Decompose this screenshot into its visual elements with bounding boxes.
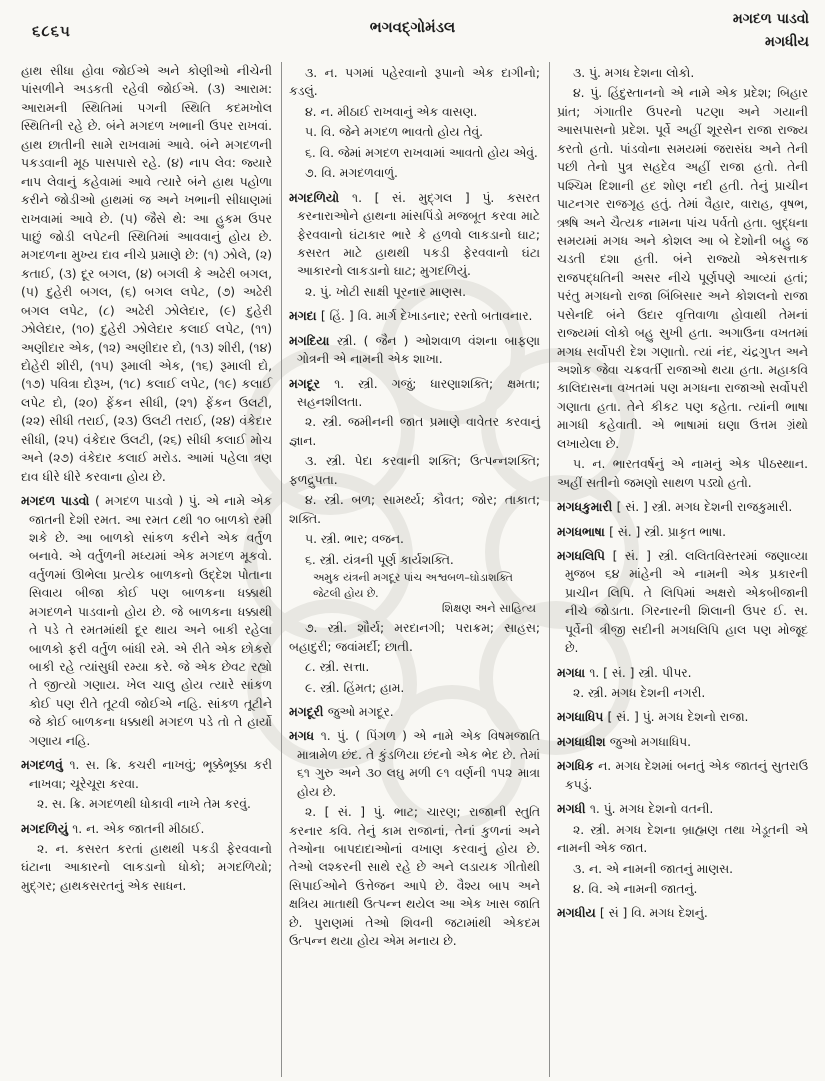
dictionary-entry: મગધલિપિ [ સં. ] સ્ત્રી. લલિતવિસ્તરમાં જણાવ્યા મુજબ ૬૪ માંહેની એ નામની એક પ્રકારની પ્રાચીન લિપિ. તે લિપિમાં અક્ષરો એકબીજાની નીચે જોડાતા. ગિરનારની શિલાની ઉપર ઈ. સ. પૂર્વેની ત્રીજી સદીની મગધલિપિ હાલ પણ મોજૂદ છે. — [557, 548, 809, 656]
headword: મગધભાષા — [557, 524, 610, 539]
dictionary-entry: મગદૂરી જુઓ મગદૂર. — [289, 704, 394, 719]
headword: મગધીય — [557, 906, 600, 921]
dictionary-entry: મગદળ પાડવો ( મગદળ પાડવો ) પું. એ નામે એક જાતની દેશી રમત. આ રમત ૮થી ૧૦ બાળકો રમી શકે છે. આ બાળકો સાંકળ કરીને એક વર્તુળ બનાવે. એ વર્તુળની મધ્યમાં એક મગદળ મૂકવો. વર્તુળમાં ઊભેલા પ્રત્યેક બાળકનો ઉદ્દેશ પોતાના સિવાય બીજા કોઈ પણ બાળકના ધક્કાથી મગદળને પાડવાનો હોય છે. જે બાળકના ધક્કાથી તે પડે તે રમતમાંથી દૂર થાય અને બાકી રહેલા બાળકો ફરી વર્તુળ બાંધી રમે. એ રીતે એક છોકરો બાકી રહે ત્યાંસુધી રમ્યા કરે. જે એક છેવટ રહ્યો તે જીત્યો ગણાય. ખેલ ચાલુ હોય ત્યારે સાંકળ કોઈ પણ રીતે તૂટવી જોઈએ નહિ. સાંકળ તૂટીને જે કોઈ બાળકના ધક્કાથી મગદળ પડે તો તે હાર્યો ગણાય નહિ. — [21, 494, 272, 748]
entry-text: ૩. ન. એ નામની જાતનું માણસ. — [573, 861, 734, 876]
headword: મગદળિયો — [289, 190, 353, 205]
headword: મગદળવું — [21, 758, 70, 773]
dictionary-entry: મગદળવું ૧. સ. ક્રિ. કચરી નાખવું; ભૂક્કેભૂક્કા કરી નાખવા; ચૂરેચૂરા કરવા. — [21, 758, 272, 791]
dictionary-entry: મગદા [ હિં. ] વિ. માર્ગ દેખાડનાર; રસ્તો બતાવનાર. — [289, 309, 533, 324]
entry-text: ૨. ન. કસરત કરતાં હાથથી પકડી ફેરવવાનો ઘંટાના આકારનો લાકડાનો ધોકો; મગદળિયો; મુદ્ગર; હાથકસરતનું એક સાધન. — [21, 841, 272, 893]
entry-text: ૨. [ સં. ] પું. ભાટ; ચારણ; રાજાની સ્તુતિ કરનાર કવિ. તેનું કામ રાજાનાં, તેનાં કુળનાં અને તેઓના બાપદાદાઓનાં વખાણ કરવાનું હોય છે. તેઓ લશ્કરની સાથે રહે છે અને લડાયક ગીતોથી સિપાઈઓને ઉત્તેજન આપે છે. વૈશ્ય બાપ અને ક્ષત્રિય માતાથી ઉત્પન્ન થયેલ આ એક ખાસ જાતિ છે. પુરાણમાં તેઓ શિવની જટામાંથી એકદમ ઉત્પન્ન થયા હોય એમ મનાય છે. — [289, 805, 540, 949]
entry-text: હાથ સીધા હોવા જોઈએ અને કોણીઓ નીચેની પાંસળીને અડકતી રહેવી જોઈએ. (૩) આરામ: આરામની સ્થિતિમાં પગની સ્થિતિ કદમખોલ સ્થિતિની રહે છે. બંને મગદળ ખભાની ઉપર રાખવાં. હાથ છાતીની સામે રાખવામાં આવે. બંને મગદળની પકડવાની મૂઠ પાસપાસે રહે. (૪) નાપ લેવ: જ્યારે નાપ લેવાનું કહેવામાં આવે ત્યારે બંને હાથ પહોળા કરીને જોડીઓ હાથમાં જ અને ખભાની સીધાણમાં રાખવામાં આવે છે. (૫) જૈસે થે: આ હુકમ ઉપર પાછું જોડી લપેટની સ્થિતિમાં આવવાનું હોય છે. મગદળના મુખ્ય દાવ નીચે પ્રમાણે છે: (૧) ઝોલે, (૨) કતાઈ, (૩) દૂર બગલ, (૪) બગલી કે અઢેરી બગલ, (૫) દુહેરી બગલ, (૬) બગલ લપેટ, (૭) અઢેરી બગલ લપેટ, (૮) અઢેરી ઝોલેદાર, (૯) દુહેરી ઝોલેદાર, (૧૦) દુહેરી ઝોલેદાર કલાઈ લપેટ, (૧૧) અણીદાર એક, (૧૨) અણીદાર દો, (૧૩) શીરી, (૧૪) દોહેરી શીરી, (૧૫) રૂમાલી એક, (૧૬) રૂમાલી દો, (૧૭) પવિત્રા દોરૂખ, (૧૮) કલાઈ લપેટ, (૧૯) કલાઈ લપેટ દો, (૨૦) ફેંકન સીધી, (૨૧) ફેંકન ઉલટી, (૨૨) સીધી તરાઈ, (૨૩) ઉલટી તરાઈ, (૨૪) વંકેદાર સીધી, (૨૫) વંકેદાર ઉલટી, (૨૬) સીધી કલાઈ મોચ અને (૨૭) વંકેદાર કલાઈ મરોડ. આમાં પહેલા ત્રણ દાવ ધીરે ધીરે કરવાના હોય છે. — [21, 64, 272, 484]
dictionary-entry: મગધકુમારી [ સં. ] સ્ત્રી. મગધ દેશની રાજકુમારી. — [557, 500, 793, 515]
entry-text: ૨. સ્ત્રી. મગધ દેશના બ્રાહ્મણ તથા ખેડૂતની એ નામની એક જાત. — [557, 822, 808, 856]
page-title: ભગવદ્ગોમંડલ — [369, 18, 456, 36]
headword: મગધલિપિ — [557, 548, 613, 563]
entry-text: ૭. સ્ત્રી. શૌર્ય; મરદાનગી; પરાક્રમ; સાહસ; બહાદુરી; જવાંમર્દી; છાતી. — [289, 621, 540, 654]
dictionary-entry: મગધી ૧. પું. મગધ દેશનો વતની. — [557, 802, 714, 817]
entry-text: ૨. સ. ક્રિ. મગદળથી ધોકાવી નાખે તેમ કરવું. — [37, 797, 251, 812]
headword: મગધાધીશ — [557, 734, 610, 749]
headword: મગદળિયું — [21, 821, 73, 836]
dictionary-entry: મગદળિયું ૧. ન. એક જાતની મીઠાઈ. — [21, 821, 205, 836]
entry-text: ૨. પું. ખોટી સાક્ષી પૂરનાર માણસ. — [305, 284, 466, 299]
dictionary-column-2 — [281, 62, 549, 1077]
entry-text: ૫. સ્ત્રી. ભાર; વજન. — [305, 532, 404, 547]
dictionary-entry: મગધ ૧. પું. ( પિંગળ ) એ નામે એક વિષમજાતિ માત્રામેળ છંદ. તે કુંડળિયા છંદનો એક ભેદ છે. તેમાં ૬૧ ગુરુ અને ૩૦ લઘુ મળી ૯૧ વર્ણની ૧૫૨ માત્રા હોય છે. — [289, 729, 540, 799]
usage-citation: અમુક યંત્રની મગદૂર પાંચ અશ્વબળ–ઘોડાશક્તિ જેટલી હોય છે. — [313, 570, 513, 600]
entry-text: ૮. સ્ત્રી. સત્તા. — [305, 660, 370, 675]
dictionary-entry: મગદૂર ૧. સ્ત્રી. ગજું; ધારણાશક્તિ; ક્ષમતા; સહનશીલતા. — [289, 376, 540, 409]
entry-text: ૪. પું. હિંદુસ્તાનનો એ નામે એક પ્રદેશ; બિહાર પ્રાંત; ગંગાતીર ઉપરનો પટણા અને ગયાની આસપાસનો પ્રદેશ. પૂર્વે અહીં શૂરસેન રાજા રાજ્ય કરતો હતો. પાંડવોના સમયમાં જરાસંઘ અને તેની પછી તેનો પુત્ર સહદેવ અહીં રાજા હતો. તેની પશ્ચિમ દિશાની હદ શોણ નદી હતી. તેનું પ્રાચીન પાટનગર રાજગૃહ હતું. તેમાં વૈહાર, વારાહ, વૃષભ, ઋષિ અને ચૈત્યક નામના પાંચ પર્વતો હતા. બુદ્ધના સમયમાં મગધ અને કોશલ આ બે દેશોની બહુ જ ચડતી દશા હતી. બંને રાજ્યો એકસત્તાક રાજપદ્ધતિની અસર નીચે પૂર્ણપણે આવ્યાં હતાં; પરંતુ મગધનો રાજા બિંબિસાર અને કોશલનો રાજા પસેનદિ બંને ઉદાર વૃત્તિવાળા હોવાથી તેમનાં રાજ્યમાં લોકો બહુ સુખી હતા. અગાઉના વખતમાં મગધ સર્વોપરી દેશ ગણાતો. ત્યાં નંદ, ચંદ્રગુપ્ત અને અશોક જેવા ચક્રવર્તી રાજાઓ થયા હતા. મહાકવિ કાલિદાસના વખતમાં પણ મગધના રાજાઓ સર્વોપરી ગણાતા હતા. તેને કીકટ પણ કહેતા. ત્યાંની ભાષા માગધી કહેવાતી. એ ભાષામાં ઘણા ઉત્તમ ગ્રંથો લખાયેલા છે. — [557, 86, 808, 451]
dictionary-column-1 — [14, 62, 281, 1077]
headword: મગધિક — [557, 759, 599, 774]
text-columns — [14, 62, 817, 1077]
dictionary-entry: મગદળિયો ૧. [ સં. મુદ્ગલ ] પું. કસરત કરનારાઓને હાથના માંસપિંડો મજબૂત કરવા માટે ફેરવવાનો ઘંટાકાર ભારે કે હળવો લાકડાનો ઘાટ; કસરત માટે હાથથી પકડી ફેરવવાનો ઘંટા આકારનો લાકડાનો ઘાટ; મુગદળિયું. — [289, 190, 540, 279]
entry-text: ૫. ન. ભારતવર્ષનું એ નામનું એક પીઠસ્થાન. અહીં સતીનો જમણો સાથળ પડ્યો હતો. — [557, 457, 808, 490]
headword: મગદિયા — [289, 333, 337, 348]
entry-text: ૨. સ્ત્રી. મગધ દેશની નગરી. — [573, 686, 706, 700]
dictionary-entry: મગદિયા સ્ત્રી. ( જૈન ) ઓશવાળ વંશના બાફણા ગોત્રની એ નામની એક શાખા. — [289, 333, 540, 367]
headword: મગદૂરી — [289, 704, 328, 719]
headword: મગધા — [557, 665, 590, 680]
entry-text: ૭. વિ. મગદળવાળું. — [305, 166, 398, 181]
entry-text: ૫. વિ. જેને મગદળ ભાવતો હોય તેવું. — [305, 125, 484, 140]
entry-text: ૯. સ્ત્રી. હિંમત; હામ. — [305, 680, 405, 695]
entry-text: ૨. સ્ત્રી. જમીનની જાત પ્રમાણે વાવેતર કરવાનું જ્ઞાન. — [289, 415, 540, 448]
entry-text: ૩. ન. પગમાં પહેરવાનો રૂપાનો એક દાગીનો; કડલું. — [289, 66, 540, 99]
page-number: ૬૮૬૫ — [32, 22, 71, 40]
guide-word-last: મગધીય — [765, 34, 809, 51]
dictionary-entry: મગધિક ન. મગધ દેશમાં બનતું એક જાતનું સુતરાઉ કપડું. — [557, 759, 809, 792]
headword: મગધ — [289, 729, 321, 744]
page-header — [0, 0, 825, 60]
headword: મગધકુમારી — [557, 500, 617, 515]
headword: મગધી — [557, 802, 590, 817]
headword: મગદા — [289, 309, 321, 324]
headword: મગદૂર — [289, 376, 335, 391]
headword: મગદળ પાડવો — [21, 494, 96, 509]
dictionary-entry: મગધીય [ સં ] વિ. મગધ દેશનું. — [557, 906, 708, 921]
dictionary-entry: મગધાધિપ [ સં. ] પું. મગધ દેશનો રાજા. — [557, 710, 749, 725]
dictionary-entry: મગધા ૧. [ સં. ] સ્ત્રી. પીપર. — [557, 665, 692, 680]
entry-text: ૪. ન. મીઠાઈ રાખવાનું એક વાસણ. — [305, 104, 478, 119]
dictionary-column-3 — [549, 62, 817, 1077]
citation-source: શિક્ષણ અને સાહિત્ય — [441, 601, 536, 616]
headword: મગધાધિપ — [557, 710, 608, 725]
guide-word-first: મગદળ પાડવો — [732, 11, 809, 27]
entry-text: ૪. સ્ત્રી. બળ; સામર્થ્ય; કૌવત; જોર; તાકાત; શક્તિ. — [289, 493, 540, 526]
entry-text: ૪. વિ. એ નામની જાતનું. — [573, 881, 698, 896]
entry-text: ૩. સ્ત્રી. પેદા કરવાની શક્તિ; ઉત્પન્નશક્તિ; ફળદ્રુપતા. — [289, 454, 540, 487]
entry-text: ૬. સ્ત્રી. યંત્રની પૂર્ણ કાર્યશક્તિ. — [305, 552, 454, 567]
entry-text: ૩. પું. મગધ દેશના લોકો. — [573, 66, 695, 80]
dictionary-entry: મગધાધીશ જુઓ મગધાધિપ. — [557, 734, 691, 749]
dictionary-entry: મગધભાષા [ સં. ] સ્ત્રી. પ્રાકૃત ભાષા. — [557, 524, 727, 539]
guide-words — [733, 8, 809, 54]
entry-text: ૬. વિ. જેમાં મગદળ રાખવામાં આવતો હોય એવું. — [305, 145, 538, 160]
